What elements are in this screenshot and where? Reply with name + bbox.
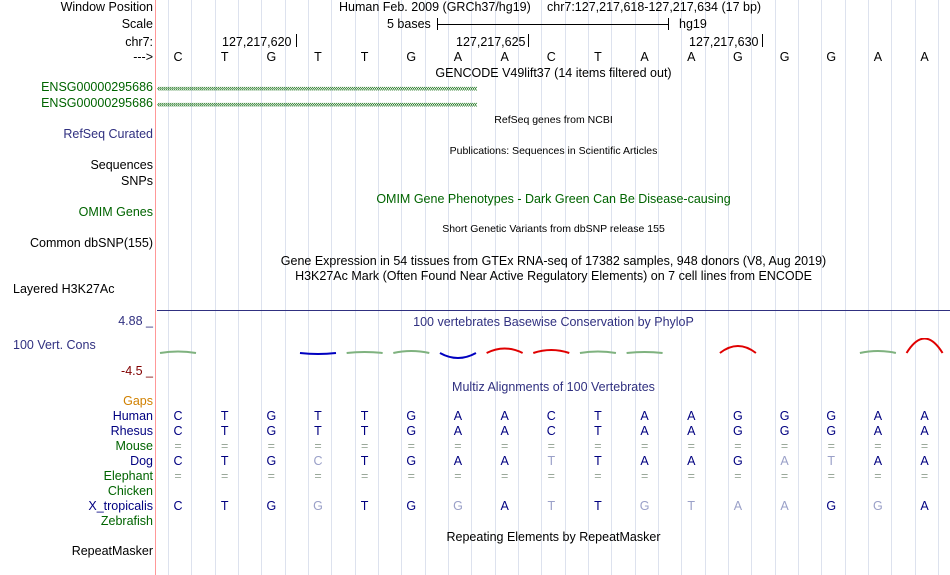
window-position-label: Window Position: [60, 0, 153, 14]
alignment-base: =: [827, 469, 835, 483]
scale-bar-right-tick: [668, 18, 669, 30]
conservation-mark: [720, 346, 756, 353]
alignment-base: =: [687, 439, 695, 453]
strand-arrow-label: --->: [133, 50, 153, 64]
alignment-base: =: [640, 439, 649, 453]
alignment-base: =: [734, 469, 742, 483]
alignment-base: T: [594, 424, 602, 438]
alignment-base: G: [406, 499, 417, 513]
conservation-mark: [533, 350, 569, 353]
alignment-base: =: [221, 469, 229, 483]
conservation-mark: [160, 352, 196, 354]
alignment-base: G: [826, 499, 837, 513]
alignment-base: G: [639, 499, 650, 513]
alignment-base: G: [453, 499, 463, 513]
track-label-conservation[interactable]: 100 Vert. Cons: [13, 338, 96, 352]
alignment-base: A: [920, 409, 929, 423]
position-text: chr7:127,217,618-127,217,634 (17 bp): [547, 0, 762, 14]
species-label[interactable]: Mouse: [115, 439, 153, 453]
track-title-multiz: Multiz Alignments of 100 Vertebrates: [452, 380, 655, 394]
ref-base: A: [920, 50, 929, 64]
conservation-mark: [767, 352, 803, 353]
conservation-plot: [157, 338, 950, 360]
h3k27ac-baseline: [157, 310, 950, 311]
alignment-base: A: [920, 499, 929, 513]
ruler-tick-label-2: 127,217,625: [456, 35, 526, 49]
alignment-base: G: [733, 409, 743, 423]
ruler-tick-3: [762, 34, 763, 47]
alignment-base: =: [407, 439, 415, 453]
alignment-base: T: [594, 409, 602, 423]
alignment-base: =: [174, 439, 182, 453]
ref-base: A: [500, 50, 509, 64]
track-title-repeatmasker: Repeating Elements by RepeatMasker: [446, 530, 661, 544]
alignment-base: G: [266, 499, 277, 513]
track-label-sequences[interactable]: Sequences: [90, 158, 153, 172]
conservation-max-label: 4.88 _: [118, 314, 153, 328]
alignment-base: =: [500, 439, 509, 453]
alignment-base: G: [779, 424, 790, 438]
track-title-gencode: GENCODE V49lift37 (14 items filtered out): [435, 66, 672, 80]
alignment-base: =: [360, 469, 369, 483]
assembly-title: Human Feb. 2009 (GRCh37/hg19): [339, 0, 531, 14]
alignment-base: T: [220, 454, 229, 468]
track-label-h3k27ac[interactable]: Layered H3K27Ac: [13, 282, 115, 296]
alignment-base: G: [779, 409, 790, 423]
track-label-snps[interactable]: SNPs: [121, 174, 153, 188]
track-title-publications: Publications: Sequences in Scientific Articles: [449, 145, 658, 157]
gene-label-1[interactable]: ENSG00000295686: [41, 80, 153, 94]
conservation-mark: [907, 339, 943, 354]
species-label[interactable]: Rhesus: [110, 424, 153, 438]
track-label-omim[interactable]: OMIM Genes: [78, 205, 153, 219]
ruler-tick-1: [296, 34, 297, 47]
alignment-base: =: [547, 439, 555, 453]
conservation-mark: [813, 352, 849, 353]
alignment-base: A: [873, 424, 883, 438]
scale-bar: [437, 24, 669, 25]
alignment-base: G: [826, 409, 837, 423]
alignment-base: G: [733, 454, 743, 468]
alignment-base: =: [827, 439, 835, 453]
alignment-base: A: [687, 454, 696, 468]
alignment-base: A: [780, 454, 789, 468]
label-separator: [155, 0, 156, 575]
alignment-base: =: [314, 439, 322, 453]
alignment-base: =: [221, 439, 229, 453]
alignment-base: A: [640, 409, 649, 423]
track-label-dbsnp[interactable]: Common dbSNP(155): [30, 236, 153, 250]
track-title-h3k27ac: H3K27Ac Mark (Often Found Near Active Regulatory Elements) on 7 cell lines from ENCODE: [295, 269, 812, 283]
ref-base: T: [594, 50, 602, 64]
alignment-base: A: [453, 424, 463, 438]
ref-base: A: [453, 50, 463, 64]
ruler-tick-label-1: 127,217,620: [222, 35, 292, 49]
alignment-base: T: [360, 409, 369, 423]
conservation-mark: [393, 351, 429, 353]
alignment-base: A: [873, 409, 883, 423]
scale-db: hg19: [679, 17, 707, 31]
ref-base: T: [360, 50, 369, 64]
alignment-base: T: [220, 499, 229, 513]
ref-base: G: [733, 50, 743, 64]
alignment-base: =: [500, 469, 509, 483]
conservation-mark: [253, 352, 289, 353]
alignment-base: =: [174, 469, 182, 483]
conservation-mark: [440, 353, 476, 358]
alignment-base: T: [827, 454, 836, 468]
alignment-base: A: [453, 454, 463, 468]
alignment-base: G: [266, 424, 277, 438]
track-title-omim: OMIM Gene Phenotypes - Dark Green Can Be Disease-causing: [376, 192, 731, 206]
alignment-base: =: [874, 469, 882, 483]
alignment-base: =: [314, 469, 322, 483]
alignment-base: C: [173, 409, 183, 423]
alignment-base: =: [640, 469, 649, 483]
ref-base: C: [546, 50, 556, 64]
track-title-refseq: RefSeq genes from NCBI: [494, 114, 613, 126]
alignment-base: C: [173, 424, 183, 438]
chrom-label: chr7:: [125, 35, 153, 49]
track-title-gtex: Gene Expression in 54 tissues from GTEx RNA-seq of 17382 samples, 948 donors (V8, Aug 2019): [280, 254, 827, 268]
alignment-base: T: [360, 454, 369, 468]
alignment-base: =: [547, 469, 555, 483]
alignment-base: T: [594, 454, 602, 468]
alignment-base: A: [873, 454, 883, 468]
species-label[interactable]: Elephant: [103, 469, 153, 483]
alignment-base: A: [640, 424, 649, 438]
ref-base: G: [779, 50, 790, 64]
conservation-mark: [347, 352, 383, 353]
track-label-gaps[interactable]: Gaps: [123, 394, 153, 408]
ruler-tick-label-3: 127,217,630: [689, 35, 759, 49]
ref-base: G: [826, 50, 837, 64]
conservation-mark: [627, 352, 663, 353]
alignment-base: A: [780, 499, 789, 513]
track-label-repeatmasker[interactable]: RepeatMasker: [71, 544, 153, 558]
ruler-tick-2: [528, 34, 529, 47]
alignment-base: T: [360, 424, 369, 438]
alignment-base: A: [500, 454, 509, 468]
species-label[interactable]: Chicken: [107, 484, 153, 498]
alignment-base: A: [500, 499, 509, 513]
alignment-base: T: [687, 499, 696, 513]
conservation-mark: [860, 351, 896, 353]
alignment-base: A: [733, 499, 743, 513]
alignment-base: T: [360, 499, 369, 513]
gene-line-1[interactable]: ‹‹‹‹‹‹‹‹‹‹‹‹‹‹‹‹‹‹‹‹‹‹‹‹‹‹‹‹‹‹‹‹‹‹‹‹‹‹‹‹‹‹‹‹‹‹‹‹‹‹‹‹‹‹‹‹‹‹‹‹‹‹‹‹‹‹‹‹‹‹‹‹‹‹‹‹‹‹‹‹‹‹‹‹‹‹‹‹‹‹‹‹‹‹‹‹‹‹‹‹‹‹‹‹‹‹‹‹‹‹‹‹‹‹‹‹‹‹‹‹‹‹‹‹‹‹‹‹‹‹‹‹‹‹‹‹‹‹‹‹‹‹‹‹‹‹‹‹‹‹‹‹‹‹‹‹‹‹‹‹: [157, 85, 477, 91]
species-label[interactable]: Zebrafish: [100, 514, 153, 528]
alignment-base: =: [920, 439, 929, 453]
conservation-mark: [207, 352, 243, 353]
alignment-base: C: [173, 499, 183, 513]
alignment-base: T: [547, 499, 556, 513]
ref-base: G: [406, 50, 417, 64]
alignment-base: G: [266, 454, 277, 468]
scale-text: 5 bases: [387, 17, 431, 31]
alignment-base: T: [220, 409, 229, 423]
alignment-base: A: [453, 409, 463, 423]
alignment-base: =: [267, 469, 275, 483]
alignment-base: =: [454, 439, 462, 453]
alignment-base: =: [360, 439, 369, 453]
alignment-base: C: [313, 454, 323, 468]
alignment-base: G: [406, 409, 417, 423]
alignment-base: A: [687, 424, 696, 438]
alignment-base: A: [500, 424, 509, 438]
alignment-base: G: [406, 454, 417, 468]
ref-base: A: [873, 50, 883, 64]
track-title-dbsnp: Short Genetic Variants from dbSNP release 155: [442, 223, 665, 235]
alignment-base: =: [687, 469, 695, 483]
ref-base: C: [173, 50, 183, 64]
alignment-base: T: [314, 424, 322, 438]
conservation-mark: [487, 349, 523, 354]
species-label[interactable]: Dog: [130, 454, 153, 468]
alignment-base: T: [314, 409, 322, 423]
track-title-phylop: 100 vertebrates Basewise Conservation by PhyloP: [413, 315, 694, 329]
alignment-base: C: [546, 424, 556, 438]
conservation-min-label: -4.5 _: [121, 364, 153, 378]
scale-label: Scale: [121, 17, 153, 31]
alignment-base: T: [594, 499, 602, 513]
alignment-base: =: [874, 439, 882, 453]
alignment-base: =: [454, 469, 462, 483]
track-label-refseq[interactable]: RefSeq Curated: [63, 127, 153, 141]
alignment-base: =: [594, 439, 602, 453]
gene-label-2[interactable]: ENSG00000295686: [41, 96, 153, 110]
alignment-base: T: [220, 424, 229, 438]
alignment-base: A: [687, 409, 696, 423]
alignment-base: G: [733, 424, 743, 438]
conservation-mark: [300, 353, 336, 354]
alignment-base: =: [407, 469, 415, 483]
ref-base: T: [220, 50, 229, 64]
alignment-base: =: [267, 439, 275, 453]
alignment-base: A: [640, 454, 649, 468]
alignment-base: G: [313, 499, 323, 513]
alignment-base: G: [826, 424, 837, 438]
alignment-base: G: [406, 424, 417, 438]
alignment-base: T: [547, 454, 556, 468]
alignment-base: =: [780, 439, 789, 453]
alignment-base: A: [500, 409, 509, 423]
alignment-base: C: [173, 454, 183, 468]
species-label[interactable]: X_tropicalis: [88, 499, 153, 513]
ref-base: T: [314, 50, 322, 64]
species-label[interactable]: Human: [112, 409, 153, 423]
alignment-base: =: [920, 469, 929, 483]
ref-base: A: [687, 50, 696, 64]
conservation-mark: [580, 352, 616, 354]
alignment-base: G: [873, 499, 883, 513]
gene-line-2[interactable]: ‹‹‹‹‹‹‹‹‹‹‹‹‹‹‹‹‹‹‹‹‹‹‹‹‹‹‹‹‹‹‹‹‹‹‹‹‹‹‹‹‹‹‹‹‹‹‹‹‹‹‹‹‹‹‹‹‹‹‹‹‹‹‹‹‹‹‹‹‹‹‹‹‹‹‹‹‹‹‹‹‹‹‹‹‹‹‹‹‹‹‹‹‹‹‹‹‹‹‹‹‹‹‹‹‹‹‹‹‹‹‹‹‹‹‹‹‹‹‹‹‹‹‹‹‹‹‹‹‹‹‹‹‹‹‹‹‹‹‹‹‹‹‹‹‹‹‹‹‹‹‹‹‹‹‹‹‹‹‹‹: [157, 101, 477, 107]
alignment-base: =: [734, 439, 742, 453]
alignment-base: G: [266, 409, 277, 423]
ref-base: G: [266, 50, 277, 64]
alignment-base: C: [546, 409, 556, 423]
alignment-base: =: [594, 469, 602, 483]
alignment-base: =: [780, 469, 789, 483]
alignment-base: A: [920, 454, 929, 468]
ref-base: A: [640, 50, 649, 64]
alignment-base: A: [920, 424, 929, 438]
conservation-mark: [673, 352, 709, 353]
